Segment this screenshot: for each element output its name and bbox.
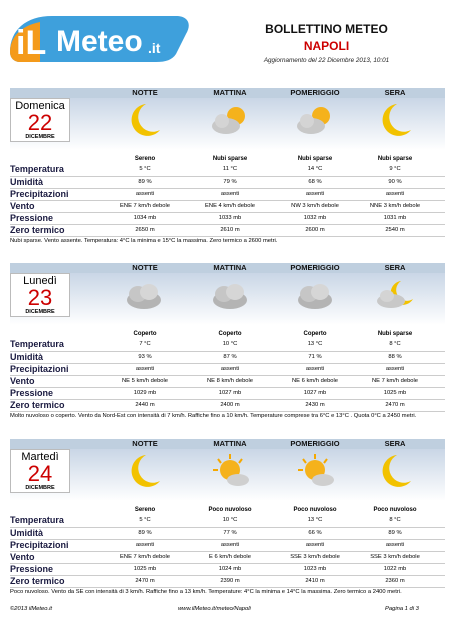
cloud-moon-icon [375,277,415,313]
col-sera: SERA [384,88,406,97]
cloud-sun-icon [295,102,335,138]
col-notte: NOTTE [132,88,158,97]
cloud-icon [210,277,250,313]
temperature-row: Temperatura 5 °C 10 °C 13 °C 8 °C [10,515,401,525]
sun-cloud-icon [295,453,335,489]
moon-icon [375,453,415,489]
footer-copyright: ©2013 ilMeteo.it [10,606,52,612]
bulletin-title: BOLLETTINO METEO [265,22,388,36]
footer-page-number: Pagina 1 di 3 [385,606,419,612]
update-timestamp: Aggiornamento del 22 Dicembre 2013, 10:01 [263,57,390,64]
wind-row: Vento NE 5 km/h debole NE 8 km/h debole NE 6 km/h debole NE 7 km/h debole [10,375,445,386]
column-header [10,88,445,98]
column-header: NOTTE MATTINA POMERIGGIO SERA [10,263,445,273]
day-summary: Molto nuvoloso o coperto. Vento da Nord-Est con intensità di 7 km/h. Raffiche fino a 10 km/h. Temperature comprese tra 6°C e 13°C . Quota 0°C a 2450 metri. [10,411,445,420]
svg-text:.it: .it [148,40,161,56]
moon-icon [375,102,415,138]
humidity-row: Umidità 93 % 87 % 71 % 88 % [10,351,445,362]
day-section [10,439,445,604]
moon-icon [124,102,164,138]
cloud-icon [124,277,164,313]
cloud-icon [295,277,335,313]
humidity-row: Umidità 89 % 79 % 68 % 90 % [10,176,445,187]
humidity-row: Umidità 89 % 77 % 66 % 89 % [10,527,445,538]
freezing-level-row: Zero termico 2470 m 2390 m 2410 m 2360 m [10,575,445,586]
day-summary: Nubi sparse. Vento assente. Temperatura: 4°C la minima e 15°C la massima. Zero termico a 2600 metri. [10,236,445,245]
wind-row: Vento ENE 7 km/h debole ENE 4 km/h debole NW 3 km/h debole NNE 3 km/h debole [10,200,445,211]
sun-cloud-icon [210,453,250,489]
day-date-box [10,273,70,317]
ilmeteo-logo[interactable] [6,10,194,64]
condition-row: Sereno Poco nuvoloso Poco nuvoloso Poco nuvoloso [134,507,417,513]
cloud-sun-icon [210,102,250,138]
svg-text:Meteo: Meteo [56,25,143,58]
temperature-row: Temperatura 7 °C 10 °C 13 °C 8 °C [10,339,401,349]
col-mattina: MATTINA [213,88,247,97]
day-number: 23 [27,285,53,310]
precipitation-row: Precipitazioni assenti assenti assenti assenti [10,188,445,199]
day-date-box [10,98,70,142]
day-month: DICEMBRE [25,309,55,315]
svg-text:iL: iL [16,24,47,62]
city-name: NAPOLI [303,39,350,53]
day-number: 24 [27,461,53,486]
temperature-row: Temperatura 5 °C 11 °C 14 °C 9 °C [10,164,401,174]
pressure-row: Pressione 1034 mb 1033 mb 1032 mb 1031 mb [10,212,445,223]
col-pomeriggio: POMERIGGIO [290,88,340,97]
freezing-level-row: Zero termico 2440 m 2400 m 2430 m 2470 m [10,399,445,410]
day-month: DICEMBRE [25,134,55,140]
column-header: NOTTE MATTINA POMERIGGIO SERA [10,439,445,449]
day-name: Lunedì [23,275,57,287]
precipitation-row: Precipitazioni assenti assenti assenti assenti [10,539,445,550]
day-summary: Poco nuvoloso. Vento da SE con intensità di 3 km/h. Raffiche fino a 13 km/h. Temperature: 4°C la minima e 14°C la massima. Zero termico a 2400 metri. [10,587,445,596]
pressure-row: Pressione 1025 mb 1024 mb 1023 mb 1022 mb [10,563,445,574]
day-date-box [10,449,70,493]
day-name: Domenica [15,100,65,112]
day-name: Martedì [21,451,59,463]
pressure-row: Pressione 1029 mb 1027 mb 1027 mb 1025 mb [10,387,445,398]
moon-icon [124,453,164,489]
freezing-level-row: Zero termico 2650 m 2610 m 2600 m 2540 m [10,224,445,235]
day-section [10,88,445,248]
day-section [10,263,445,433]
wind-row: Vento ENE 7 km/h debole E 6 km/h debole SSE 3 km/h debole SSE 3 km/h debole [10,551,445,562]
condition-row: Coperto Coperto Coperto Nubi sparse [133,331,413,337]
day-month: DICEMBRE [25,485,55,491]
footer-url[interactable]: www.ilMeteo.it/meteo/Napoli [178,606,251,612]
precipitation-row: Precipitazioni assenti assenti assenti assenti [10,363,445,374]
condition-row: Sereno Nubi sparse Nubi sparse Nubi sparse [134,156,413,162]
day-number: 22 [27,110,53,135]
